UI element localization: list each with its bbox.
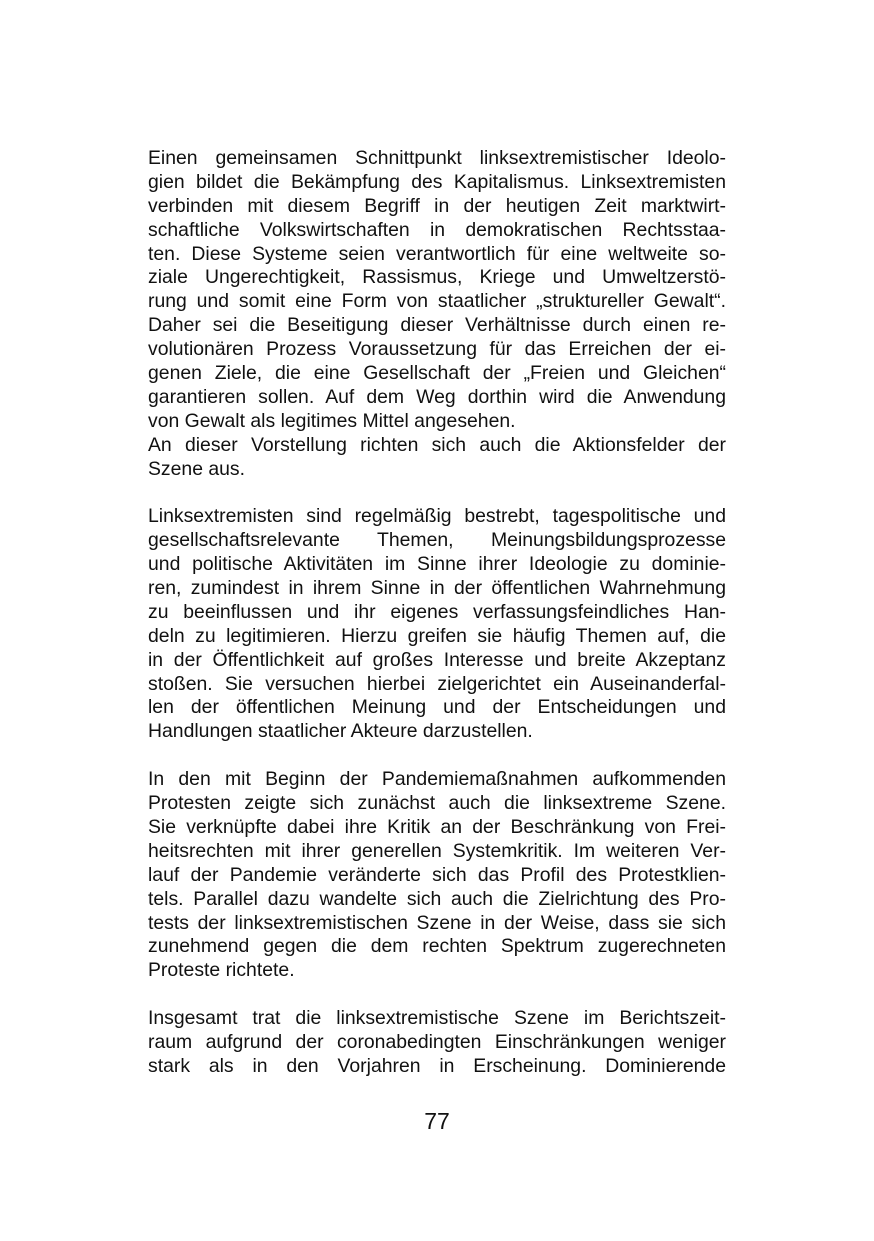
text-line: von Gewalt als legitimes Mittel angesehen.	[148, 409, 516, 432]
text-line: lauf der Pandemie veränderte sich das Profil des Protestklien-	[148, 863, 726, 886]
text-line: volutionären Prozess Voraussetzung für das Erreichen der ei-	[148, 338, 726, 361]
text-line: schaftliche Volkswirtschaften in demokratischen Rechtsstaa-	[148, 218, 726, 241]
text-line: Handlungen staatlicher Akteure darzustellen.	[148, 720, 533, 743]
text-line: zunehmend gegen die dem rechten Spektrum zugerechneten	[148, 935, 726, 958]
text-line: tels. Parallel dazu wandelte sich auch die Zielrichtung des Pro-	[148, 887, 726, 910]
text-line: gien bildet die Bekämpfung des Kapitalismus. Linksextremisten	[148, 170, 726, 193]
text-line: Daher sei die Beseitigung dieser Verhältnisse durch einen re-	[148, 314, 726, 337]
text-line: garantieren sollen. Auf dem Weg dorthin wird die Anwendung	[148, 385, 726, 408]
text-line: Proteste richtete.	[148, 959, 295, 982]
text-line: Sie verknüpfte dabei ihre Kritik an der Beschränkung von Frei-	[148, 815, 726, 838]
text-line: ziale Ungerechtigkeit, Rassismus, Kriege und Umweltzerstö-	[148, 266, 726, 289]
paragraph-gap	[148, 481, 726, 505]
text-line: Insgesamt trat die linksextremistische Szene im Berichtszeit-	[148, 1007, 726, 1030]
page-number: 77	[424, 1108, 450, 1134]
text-line: genen Ziele, die eine Gesellschaft der „Freien und Gleichen“	[148, 362, 726, 385]
text-line: raum aufgrund der coronabedingten Einschränkungen weniger	[148, 1030, 726, 1053]
text-line: len der öffentlichen Meinung und der Entscheidungen und	[148, 696, 726, 719]
paragraph-gap	[148, 983, 726, 1007]
text-line: Szene aus.	[148, 457, 246, 480]
text-line: heitsrechten mit ihrer generellen Systemkritik. Im weiteren Ver-	[148, 839, 726, 862]
text-line: Linksextremisten sind regelmäßig bestrebt, tagespolitische und	[148, 505, 726, 528]
text-line: rung und somit eine Form von staatlicher „struktureller Gewalt“.	[148, 290, 726, 313]
body-text	[148, 147, 726, 1079]
text-line: deln zu legitimieren. Hierzu greifen sie häufig Themen auf, die	[148, 624, 726, 647]
text-line: gesellschaftsrelevante Themen, Meinungsbildungsprozesse	[148, 529, 726, 552]
text-line: zu beeinflussen und ihr eigenes verfassungsfeindliches Han-	[148, 600, 726, 623]
text-line: und politische Aktivitäten im Sinne ihrer Ideologie zu dominie-	[148, 553, 726, 576]
text-line: An dieser Vorstellung richten sich auch die Aktionsfelder der	[148, 433, 726, 456]
paragraph-gap	[148, 744, 726, 768]
text-line: in der Öffentlichkeit auf großes Interesse und breite Akzeptanz	[148, 648, 726, 671]
text-line: Einen gemeinsamen Schnittpunkt linksextremistischer Ideolo-	[148, 147, 726, 169]
text-line: verbinden mit diesem Begriff in der heutigen Zeit marktwirt-	[148, 194, 726, 217]
text-line: Protesten zeigte sich zunächst auch die linksextreme Szene.	[148, 792, 726, 815]
text-line: In den mit Beginn der Pandemiemaßnahmen aufkommenden	[148, 768, 726, 791]
text-line: ren, zumindest in ihrem Sinne in der öffentlichen Wahrnehmung	[148, 577, 726, 600]
text-line: ten. Diese Systeme seien verantwortlich für eine weltweite so-	[148, 242, 726, 265]
text-line: tests der linksextremistischen Szene in der Weise, dass sie sich	[148, 911, 726, 934]
text-line: stoßen. Sie versuchen hierbei zielgerichtet ein Auseinanderfal-	[148, 672, 726, 695]
text-line: stark als in den Vorjahren in Erscheinung. Dominierende	[148, 1054, 726, 1077]
